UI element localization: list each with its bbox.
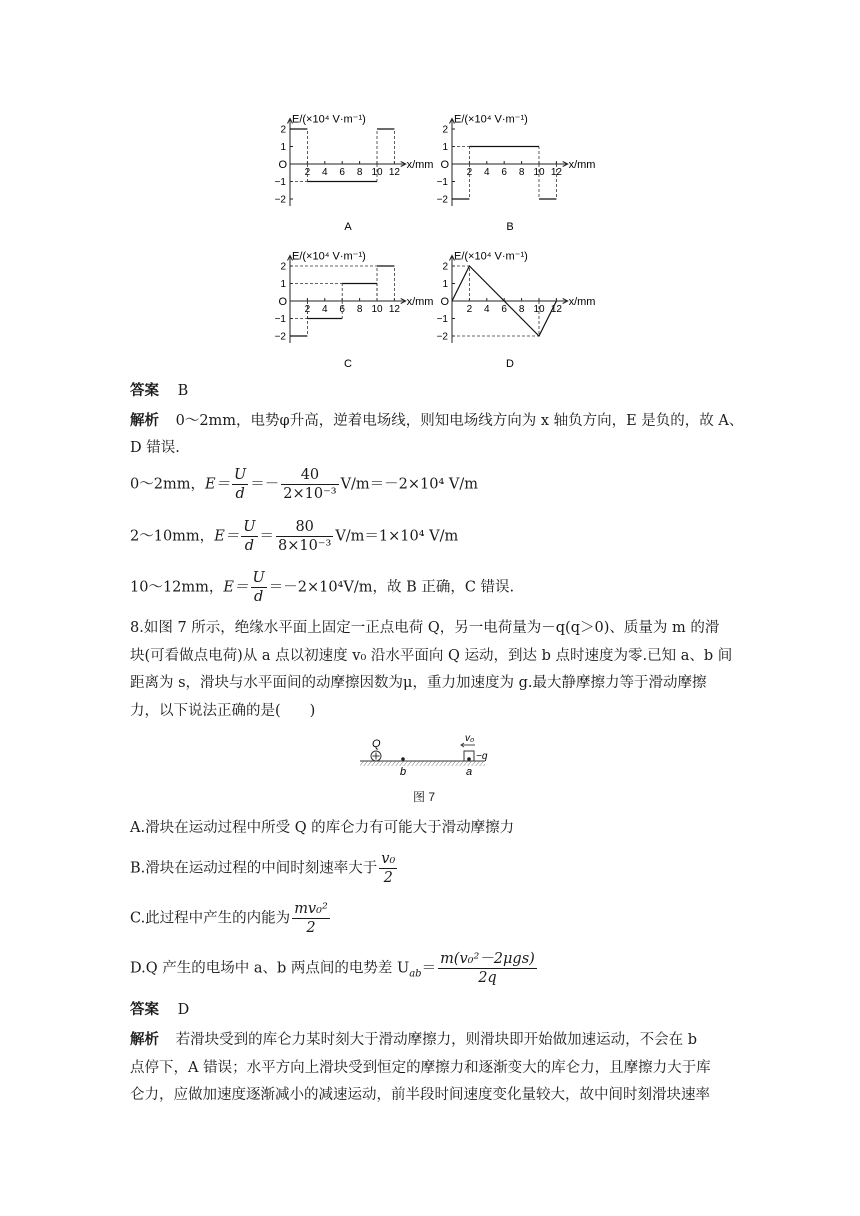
graph-d-svg — [432, 243, 596, 373]
graph-d-xtick: 10 — [533, 304, 545, 315]
label-a: a — [466, 766, 473, 778]
option-c-text: C.此过程中产生的内能为 — [130, 910, 291, 927]
analysis-2-text-1: 若滑块受到的库仑力某时刻大于滑动摩擦力，则滑块即开始做加速运动，不会在 b — [175, 1032, 697, 1048]
answer-2-value: D — [177, 1002, 190, 1018]
option-d-fraction — [438, 950, 537, 987]
graph-c-axis-title: E/(×10⁴ V·m⁻¹) — [292, 250, 366, 263]
equation-3 — [130, 569, 514, 606]
graph-a-ytick: 2 — [280, 124, 286, 136]
eq1-prefix: 0～2mm， — [130, 476, 205, 493]
eq1-u: U — [234, 467, 247, 483]
graph-c-xtick: 4 — [322, 304, 328, 315]
point-a — [467, 757, 471, 761]
graph-b-svg — [432, 106, 596, 236]
point-b — [401, 757, 405, 761]
eq2-d: d — [244, 538, 255, 554]
eq3-ud-fraction — [251, 569, 267, 606]
eq3-tail: ＝－2×10⁴V/m，故 B 正确，C 错误. — [268, 579, 515, 596]
question-8-line-2: 块(可看做点电荷)从 a 点以初速度 v₀ 沿水平面向 Q 运动，到达 b 点时速度为零.已知 a、b 间 — [130, 648, 733, 664]
analysis-1-line-1 — [130, 411, 743, 431]
graph-b-xtick: 6 — [501, 167, 507, 178]
eq3-d: d — [253, 589, 264, 605]
graph-d-xtick: 4 — [484, 304, 490, 315]
analysis-2-line-3: 仑力，应做加速度逐渐减小的减速运动，前半段时间速度变化量较大，故中间时刻滑块速率 — [130, 1087, 710, 1103]
graph-b-xtick: 12 — [550, 167, 562, 178]
graph-d-xtick: 6 — [501, 304, 507, 315]
graph-d-ytick: −1 — [436, 314, 448, 325]
graph-c-ytick: 1 — [280, 279, 286, 290]
graph-a-x-label: x/mm — [406, 159, 434, 171]
eq1-tail: V/m＝－2×10⁴ V/m — [340, 476, 479, 493]
graph-a-xtick: 2 — [304, 167, 311, 178]
graph-a-ytick: 1 — [280, 142, 286, 153]
option-b — [130, 850, 399, 887]
option-b-den: 2 — [383, 870, 393, 886]
graph-a-svg — [270, 106, 434, 236]
graph-b-xtick: 10 — [533, 167, 545, 178]
analysis-1-line-2: D 错误. — [130, 440, 180, 456]
option-c — [130, 900, 332, 937]
graph-b-ytick: 1 — [442, 142, 448, 153]
graph-d-ytick: 2 — [442, 261, 448, 273]
analysis-2-line-2: 点停下，A 错误；水平方向上滑块受到恒定的摩擦力和逐渐变大的库仑力，且摩擦力大于库 — [130, 1060, 711, 1076]
eq3-lhs: E＝ — [223, 579, 249, 596]
graph-d-xtick: 8 — [518, 304, 525, 315]
eq2-ud-fraction — [241, 518, 257, 555]
eq1-mid: ＝－ — [250, 476, 280, 493]
question-8-line-3: 距离为 s，滑块与水平面间的动摩擦因数为μ，重力加速度为 g.最大静摩擦力等于滑动摩擦 — [130, 675, 707, 691]
figure-7 — [355, 733, 495, 778]
answer-1-value: B — [177, 383, 189, 399]
graph-c-origin: O — [278, 296, 287, 308]
option-b-text: B.滑块在运动过程的中间时刻速率大于 — [130, 860, 378, 877]
eq2-u: U — [243, 519, 256, 535]
graph-b-xtick: 2 — [466, 167, 473, 178]
graph-a-caption: A — [344, 221, 352, 233]
graph-c-ytick: 2 — [280, 261, 286, 273]
answer-1-label: 答案 — [130, 382, 159, 399]
option-d-num: m(v₀²－2μgs) — [440, 951, 535, 967]
graph-a-xtick: 10 — [371, 167, 383, 178]
graph-a-xtick: 12 — [388, 167, 400, 178]
graph-b-ytick: −1 — [436, 177, 448, 188]
analysis-1-label: 解析 — [130, 412, 159, 429]
answer-2-label: 答案 — [130, 1001, 159, 1018]
graph-c-xtick: 8 — [356, 304, 363, 315]
graph-b-x-label: x/mm — [568, 159, 596, 171]
eq1-d: d — [235, 486, 245, 502]
equation-1 — [130, 466, 478, 503]
graph-c-xtick: 10 — [371, 304, 383, 315]
eq2-prefix: 2～10mm， — [130, 528, 215, 545]
option-c-num: mv₀² — [294, 901, 328, 917]
graph-c-xtick: 12 — [388, 304, 400, 315]
graph-d-caption: D — [506, 358, 514, 370]
graph-d — [432, 243, 596, 373]
option-a: A.滑块在运动过程中所受 Q 的库仑力有可能大于滑动摩擦力 — [130, 820, 515, 836]
label-v0: v₀ — [465, 733, 475, 744]
label-q-upper: Q — [372, 738, 381, 750]
graph-b-axis-title: E/(×10⁴ V·m⁻¹) — [454, 113, 528, 126]
eq3-u: U — [252, 570, 265, 586]
label-b: b — [400, 766, 407, 778]
option-c-fraction — [292, 900, 330, 937]
graph-b-xtick: 4 — [484, 167, 490, 178]
figure-7-svg — [355, 733, 495, 778]
question-8-line-1: 8.如图 7 所示，绝缘水平面上固定一正点电荷 Q，另一电荷量为－q(q＞0)、质量为 m 的滑 — [130, 620, 720, 636]
equation-2 — [130, 518, 458, 555]
graph-d-xtick: 12 — [550, 304, 562, 315]
eq2-den: 8×10⁻³ — [278, 538, 332, 554]
graph-c-ytick: −2 — [274, 331, 286, 343]
eq3-prefix: 10～12mm， — [130, 579, 224, 596]
graph-b-origin: O — [440, 159, 449, 171]
question-8-line-4: 力，以下说法正确的是( ) — [130, 703, 316, 719]
option-d-sub: ab — [409, 968, 422, 980]
analysis-1-text-1: 0～2mm，电势φ升高，逆着电场线，则知电场线方向为 x 轴负方向，E 是负的，故 A、 — [175, 413, 744, 429]
graph-b-ytick: −2 — [436, 194, 448, 206]
graph-d-origin: O — [440, 296, 449, 308]
option-d-den: 2q — [478, 970, 497, 986]
graph-d-xtick: 2 — [466, 304, 473, 315]
eq1-den: 2×10⁻³ — [283, 486, 337, 502]
graph-a-ytick: −1 — [274, 177, 286, 188]
option-c-den: 2 — [306, 920, 316, 936]
eq1-lhs: E＝ — [204, 476, 231, 493]
graph-a-xtick: 4 — [322, 167, 328, 178]
graph-d-x-label: x/mm — [568, 296, 596, 308]
eq2-lhs: E＝ — [214, 528, 240, 545]
option-b-fraction — [379, 850, 397, 887]
answer-1 — [130, 381, 188, 401]
eq1-value-fraction — [281, 466, 338, 503]
eq2-value-fraction — [276, 518, 333, 555]
graph-a-origin: O — [278, 159, 287, 171]
graph-a — [270, 106, 434, 236]
graph-c-ytick: −1 — [274, 314, 286, 325]
eq1-num: 40 — [281, 466, 338, 485]
graph-b — [432, 106, 596, 236]
graph-d-ytick: −2 — [436, 331, 448, 343]
option-d-eq: ＝ — [421, 960, 437, 977]
answer-2 — [130, 1000, 189, 1020]
eq1-ud-fraction — [232, 466, 248, 503]
eq2-mid: ＝ — [259, 528, 275, 545]
graph-c-svg — [270, 243, 434, 373]
eq2-num: 80 — [276, 518, 333, 537]
graph-c-xtick: 6 — [339, 304, 345, 315]
label-minus-q: −q — [476, 751, 488, 762]
graph-d-axis-title: E/(×10⁴ V·m⁻¹) — [454, 250, 528, 263]
graph-b-caption: B — [506, 221, 514, 233]
graph-c-xtick: 2 — [304, 304, 311, 315]
eq2-tail: V/m＝1×10⁴ V/m — [335, 528, 459, 545]
graph-b-ytick: 2 — [442, 124, 448, 136]
graph-b-xtick: 8 — [518, 167, 525, 178]
graph-a-xtick: 8 — [356, 167, 363, 178]
graph-a-xtick: 6 — [339, 167, 345, 178]
graph-c-x-label: x/mm — [406, 296, 434, 308]
analysis-2-label: 解析 — [130, 1031, 159, 1048]
graph-a-ytick: −2 — [274, 194, 286, 206]
figure-7-caption: 图 7 — [413, 790, 436, 804]
graph-c-caption: C — [344, 358, 352, 370]
option-b-num: v₀ — [381, 851, 396, 867]
graph-d-ytick: 1 — [442, 279, 448, 290]
graph-c — [270, 243, 434, 373]
analysis-2-line-1 — [130, 1030, 697, 1050]
option-d-text: D.Q 产生的电场中 a、b 两点间的电势差 U — [130, 960, 410, 977]
option-d — [130, 950, 539, 987]
graph-a-axis-title: E/(×10⁴ V·m⁻¹) — [292, 113, 366, 126]
